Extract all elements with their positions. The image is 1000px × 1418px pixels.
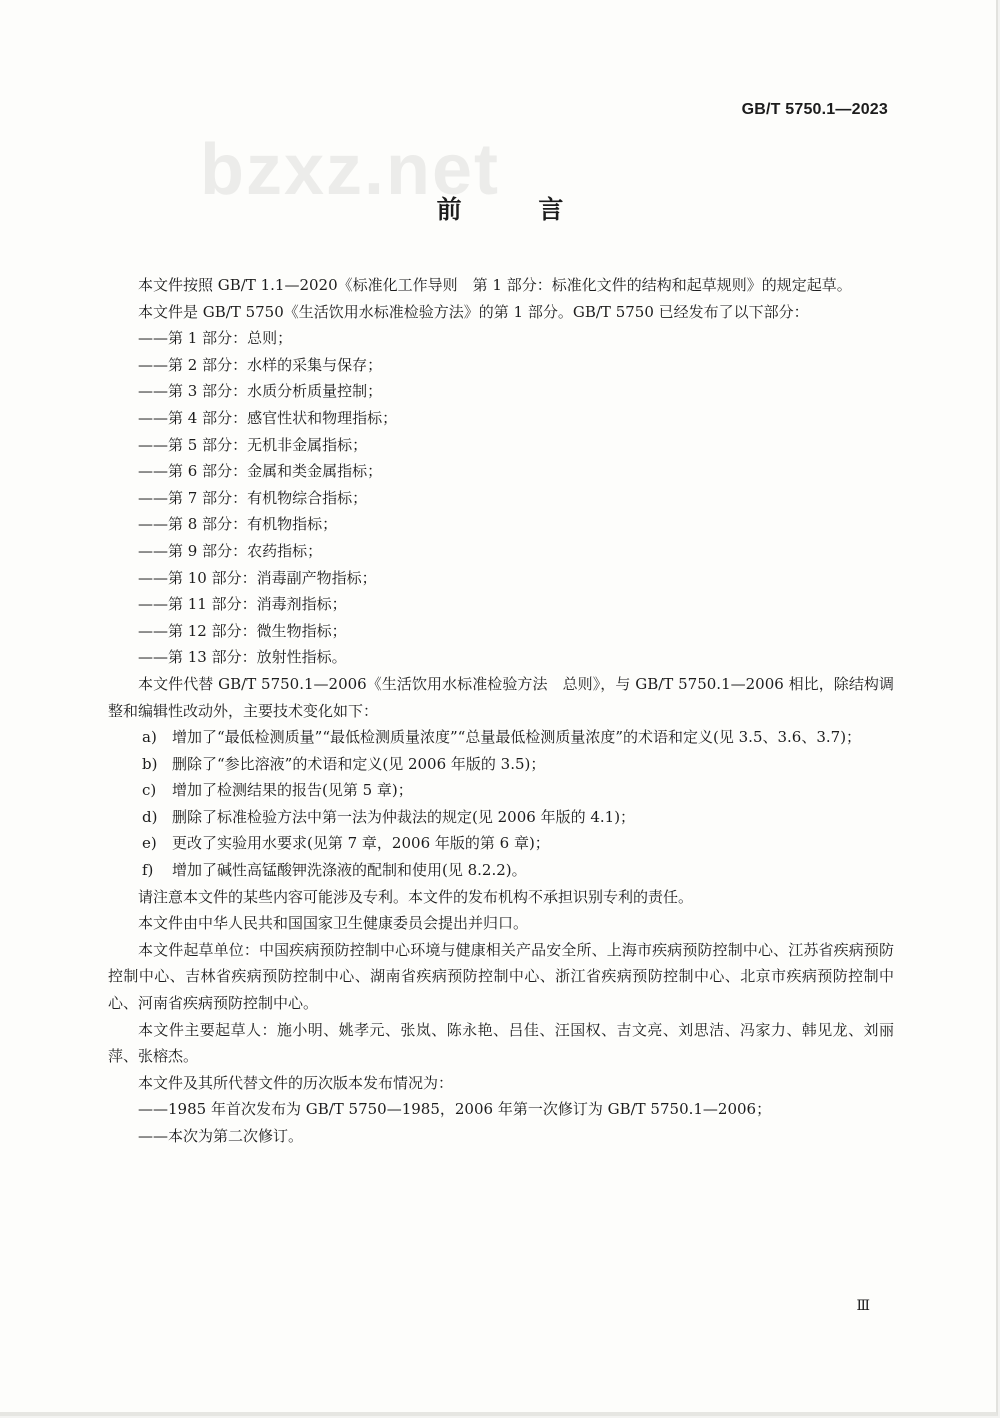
change-text: 增加了“最低检测质量”“最低检测质量浓度”“总量最低检测质量浓度”的术语和定义(见 3.5、3.6、3.7)； (172, 728, 862, 747)
part-item: ——第 8 部分：有机物指标； (138, 515, 338, 534)
paragraph: 本文件按照 GB/T 1.1—2020《标准化工作导则 第 1 部分：标准化文件的结构和起草规则》的规定起草。 (138, 276, 852, 294)
change-item (108, 804, 894, 831)
change-item (108, 830, 894, 857)
paragraph: 请注意本文件的某些内容可能涉及专利。本文件的发布机构不承担识别专利的责任。 (138, 887, 694, 906)
change-item (108, 724, 894, 751)
part-item: ——第 6 部分：金属和类金属指标； (138, 462, 383, 481)
history-item: ——1985 年首次发布为 GB/T 5750—1985，2006 年第一次修订为 GB/T 5750.1—2006； (138, 1100, 772, 1119)
page-title: 前 言 (436, 195, 598, 224)
change-item (108, 857, 894, 884)
preface-body (108, 272, 894, 1150)
part-item: ——第 2 部分：水样的采集与保存； (138, 355, 383, 374)
page-number: Ⅲ (856, 1298, 870, 1314)
change-label: e) (142, 834, 157, 853)
change-item (108, 751, 894, 778)
part-item: ——第 12 部分：微生物指标； (138, 621, 347, 640)
change-label: a) (142, 728, 157, 747)
part-item: ——第 5 部分：无机非金属指标； (138, 435, 368, 454)
change-text: 删除了“参比溶液”的术语和定义(见 2006 年版的 3.5)； (172, 754, 546, 773)
watermark: bzxz.net (200, 130, 501, 210)
part-item: ——第 10 部分：消毒副产物指标； (138, 568, 377, 587)
part-item: ——第 7 部分：有机物综合指标； (138, 488, 368, 507)
paragraph: 本文件及其所代替文件的历次版本发布情况为： (138, 1073, 454, 1092)
part-item: ——第 3 部分：水质分析质量控制； (138, 382, 383, 401)
part-item: ——第 4 部分：感官性状和物理指标； (138, 408, 398, 427)
part-item: ——第 11 部分：消毒剂指标； (138, 595, 347, 614)
standard-number: GB/T 5750.1—2023 (741, 101, 888, 118)
part-item: ——第 9 部分：农药指标； (138, 541, 323, 560)
part-item: ——第 13 部分：放射性指标。 (138, 648, 347, 667)
paragraph: 本文件起草单位：中国疾病预防控制中心环境与健康相关产品安全所、上海市疾病预防控制中心、江苏省疾病预防控制中心、吉林省疾病预防控制中心、湖南省疾病预防控制中心、浙江省疾病预防控制中心、北京市疾病预防控制中心、河南省疾病预防控制中心。 (108, 940, 894, 1013)
paragraph: 本文件是 GB/T 5750《生活饮用水标准检验方法》的第 1 部分。GB/T 5750 已经发布了以下部分： (138, 302, 809, 321)
change-label: f) (142, 861, 154, 880)
paragraph: 本文件主要起草人：施小明、姚孝元、张岚、陈永艳、吕佳、汪国权、吉文亮、刘思洁、冯家力、韩见龙、刘丽萍、张榕杰。 (108, 1020, 894, 1066)
change-label: c) (142, 781, 157, 800)
change-item (108, 777, 894, 804)
history-item: ——本次为第二次修订。 (138, 1127, 304, 1145)
part-item: ——第 1 部分：总则； (138, 329, 293, 348)
change-text: 更改了实验用水要求(见第 7 章，2006 年版的第 6 章)； (172, 834, 550, 853)
change-text: 增加了碱性高锰酸钾洗涤液的配制和使用(见 8.2.2)。 (172, 861, 527, 880)
change-text: 删除了标准检验方法中第一法为仲裁法的规定(见 2006 年版的 4.1)； (172, 807, 636, 826)
change-label: d) (142, 807, 158, 826)
paragraph: 本文件代替 GB/T 5750.1—2006《生活饮用水标准检验方法 总则》，与 GB/T 5750.1—2006 相比，除结构调整和编辑性改动外，主要技术变化如下： (108, 674, 894, 720)
paragraph: 本文件由中华人民共和国国家卫生健康委员会提出并归口。 (138, 914, 529, 933)
change-label: b) (142, 754, 158, 773)
change-text: 增加了检测结果的报告(见第 5 章)； (172, 781, 413, 800)
